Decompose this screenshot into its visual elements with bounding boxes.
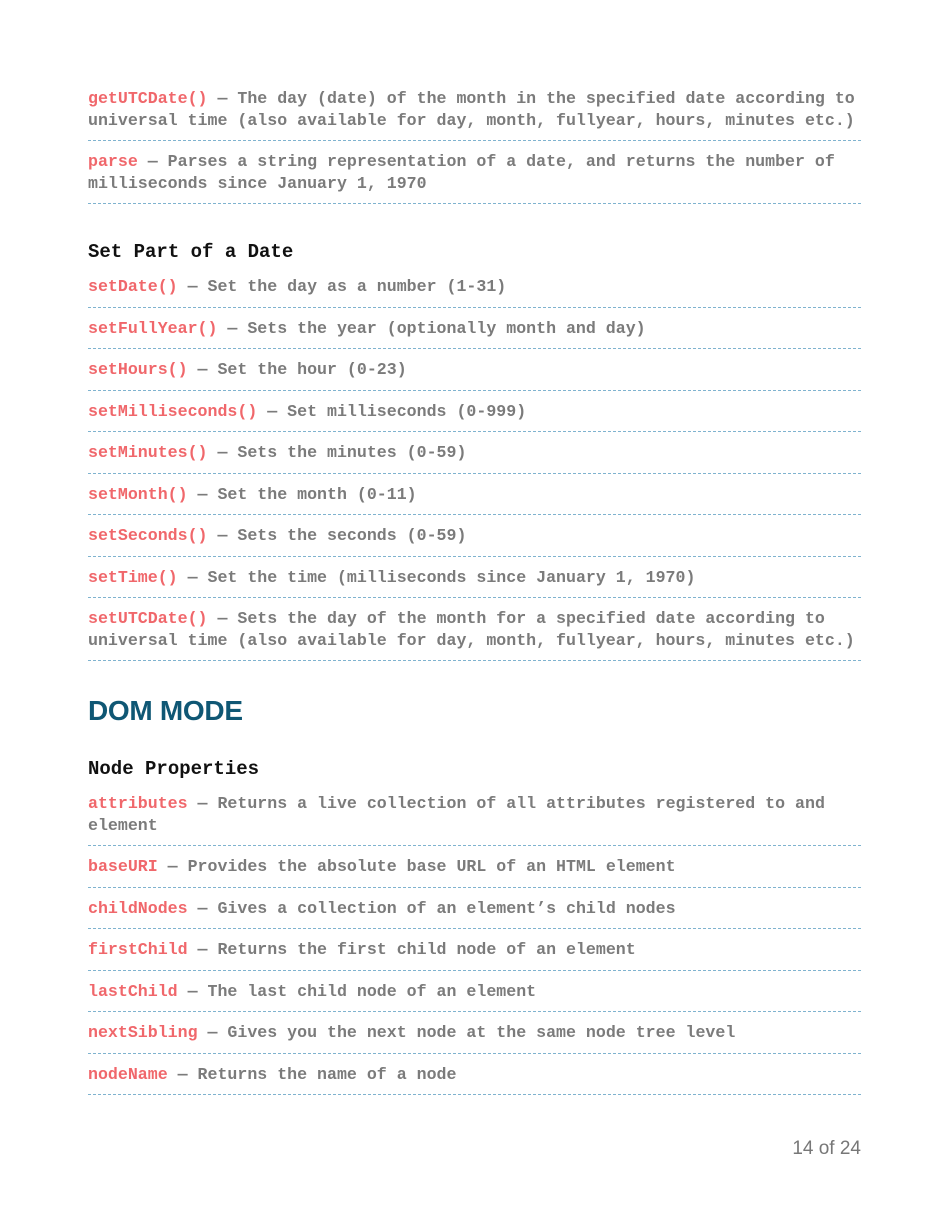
property-name: childNodes [88,898,188,918]
property-description: — Returns a live collection of all attributes registered to and element [88,794,825,835]
page-content [88,86,861,1103]
property-description: — Provides the absolute base URL of an HTML element [157,857,676,876]
list-item [88,1062,861,1096]
method-description: — The day (date) of the month in the specified date according to universal time (also available for day, month, fullyear, hours, minutes etc.) [88,89,855,130]
section-title: DOM MODE [88,695,243,726]
method-description: — Set the day as a number (1-31) [177,277,507,296]
list-item [88,1020,861,1054]
method-name: setDate() [88,277,178,296]
list-item [88,606,861,661]
node-properties-list [88,791,861,1095]
method-name: setMilliseconds() [88,401,258,421]
method-name: setMinutes() [88,443,208,462]
list-item [88,979,861,1013]
method-name: parse [88,152,138,171]
property-description: — Gives you the next node at the same node tree level [197,1023,736,1042]
list-item [88,565,861,599]
method-description: — Set the hour (0-23) [187,360,407,379]
property-description: — The last child node of an element [177,981,537,1001]
list-item [88,86,861,141]
page-number: 14 of 24 [792,1138,861,1159]
list-item [88,482,861,516]
list-item [88,440,861,474]
property-description: — Gives a collection of an element’s child nodes [187,898,676,918]
method-description: — Sets the seconds (0-59) [207,526,467,545]
method-description: — Set milliseconds (0-999) [257,401,527,421]
property-name: lastChild [88,981,178,1001]
method-description: — Sets the year (optionally month and day) [217,318,646,338]
property-name: nodeName [88,1064,168,1084]
list-item [88,149,861,204]
method-name: setUTCDate() [88,609,208,628]
list-item [88,791,861,846]
set-part-heading: Set Part of a Date [88,241,294,263]
list-item [88,274,861,308]
method-description: — Sets the minutes (0-59) [207,443,467,462]
property-name: firstChild [88,940,188,959]
list-item [88,357,861,391]
method-name: setHours() [88,360,188,379]
method-description: — Sets the day of the month for a specified date according to universal time (also available for day, month, fullyear, hours, minutes etc.) [88,609,855,650]
list-item [88,316,861,350]
date-set-methods-list [88,274,861,661]
method-description: — Parses a string representation of a date, and returns the number of milliseconds since January 1, 1970 [88,152,835,193]
method-name: setTime() [88,567,178,587]
property-description: — Returns the first child node of an element [187,940,636,959]
method-description: — Set the month (0-11) [187,484,417,504]
date-get-methods-list [88,86,861,204]
list-item [88,523,861,557]
method-name: setMonth() [88,484,188,504]
property-description: — Returns the name of a node [167,1064,457,1084]
method-description: — Set the time (milliseconds since January 1, 1970) [177,567,696,587]
list-item [88,399,861,433]
method-name: setSeconds() [88,526,208,545]
method-name: getUTCDate() [88,89,208,108]
list-item [88,937,861,971]
list-item [88,854,861,888]
property-name: baseURI [88,857,158,876]
property-name: nextSibling [88,1023,198,1042]
property-name: attributes [88,794,188,813]
list-item [88,896,861,930]
node-properties-heading: Node Properties [88,758,260,780]
method-name: setFullYear() [88,318,218,338]
